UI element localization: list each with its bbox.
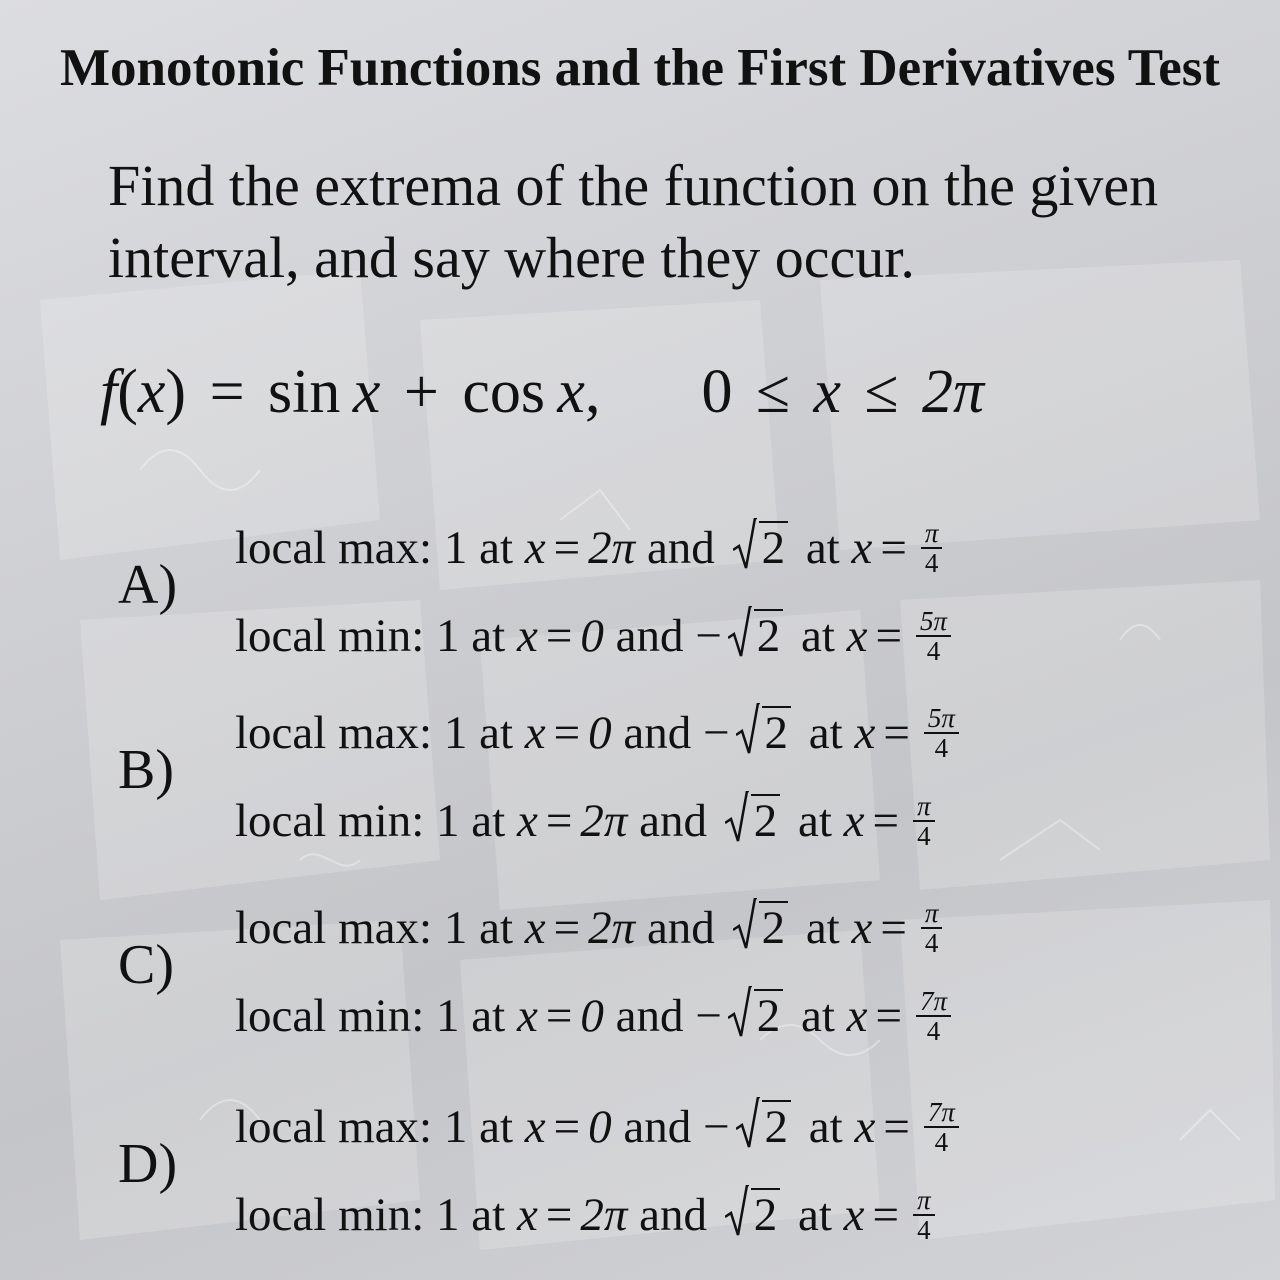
question-prompt: Find the extrema of the function on the given interval, and say where they occur. bbox=[108, 153, 1159, 290]
interval-upper: 2π bbox=[922, 358, 985, 426]
sqrt-symbol: 2 bbox=[736, 693, 792, 773]
sin-term: sin bbox=[268, 358, 341, 426]
option-a[interactable] bbox=[0, 508, 1280, 688]
sqrt-symbol: 2 bbox=[728, 596, 784, 676]
cos-term: cos bbox=[462, 358, 545, 426]
option-letter: B) bbox=[118, 739, 174, 801]
fraction: $\frac{7\pi}{4}$ bbox=[924, 1098, 959, 1156]
sqrt-symbol: 2 bbox=[736, 1087, 792, 1167]
option-c[interactable] bbox=[0, 888, 1280, 1068]
option-b[interactable] bbox=[0, 693, 1280, 873]
local-max-line: local max: 1 at x = 0 and − 2 at x = $\frac{5\pi}{4}$ bbox=[235, 693, 959, 773]
sqrt-symbol: 2 bbox=[733, 508, 789, 588]
local-max-line: local max: 1 at x = 0 and − 2 at x = $\frac{7\pi}{4}$ bbox=[235, 1087, 959, 1167]
local-min-line: local min: 1 at x = 0 and − 2 at x = $\frac{5\pi}{4}$ bbox=[235, 596, 951, 676]
interval-lower: 0 bbox=[701, 358, 733, 426]
option-d[interactable] bbox=[0, 1087, 1280, 1267]
sqrt-symbol: 2 bbox=[725, 781, 781, 861]
option-letter: A) bbox=[118, 554, 178, 616]
sqrt-symbol: 2 bbox=[733, 888, 789, 968]
fraction: $\frac{5\pi}{4}$ bbox=[916, 607, 951, 665]
local-min-line: local min: 1 at x = 0 and − 2 at x = $\frac{7\pi}{4}$ bbox=[235, 976, 951, 1056]
fraction: $\frac{7\pi}{4}$ bbox=[916, 987, 951, 1045]
fraction: $\frac{\pi}{4}$ bbox=[913, 792, 935, 850]
option-letter: C) bbox=[118, 934, 174, 996]
sqrt-symbol: 2 bbox=[728, 976, 784, 1056]
sqrt-symbol: 2 bbox=[725, 1175, 781, 1255]
local-min-line: local min: 1 at x = 2π and 2 at x = $\frac{\pi}{4}$ bbox=[235, 781, 935, 861]
function-definition: f(x) = sin x + cos x, 0 ≤ x ≤ 2π bbox=[100, 358, 985, 426]
fraction: $\frac{\pi}{4}$ bbox=[921, 899, 943, 957]
local-max-line: local max: 1 at x = 2π and 2 at x = $\frac{\pi}{4}$ bbox=[235, 888, 942, 968]
fraction: $\frac{5\pi}{4}$ bbox=[924, 704, 959, 762]
local-min-line: local min: 1 at x = 2π and 2 at x = $\frac{\pi}{4}$ bbox=[235, 1175, 935, 1255]
local-max-line: local max: 1 at x = 2π and 2 at x = $\frac{\pi}{4}$ bbox=[235, 508, 942, 588]
slide-title: Monotonic Functions and the First Derivatives Test bbox=[59, 39, 1221, 97]
fraction: $\frac{\pi}{4}$ bbox=[913, 1186, 935, 1244]
option-letter: D) bbox=[118, 1133, 178, 1195]
fraction: $\frac{\pi}{4}$ bbox=[921, 519, 943, 577]
function-name: f bbox=[100, 358, 118, 426]
